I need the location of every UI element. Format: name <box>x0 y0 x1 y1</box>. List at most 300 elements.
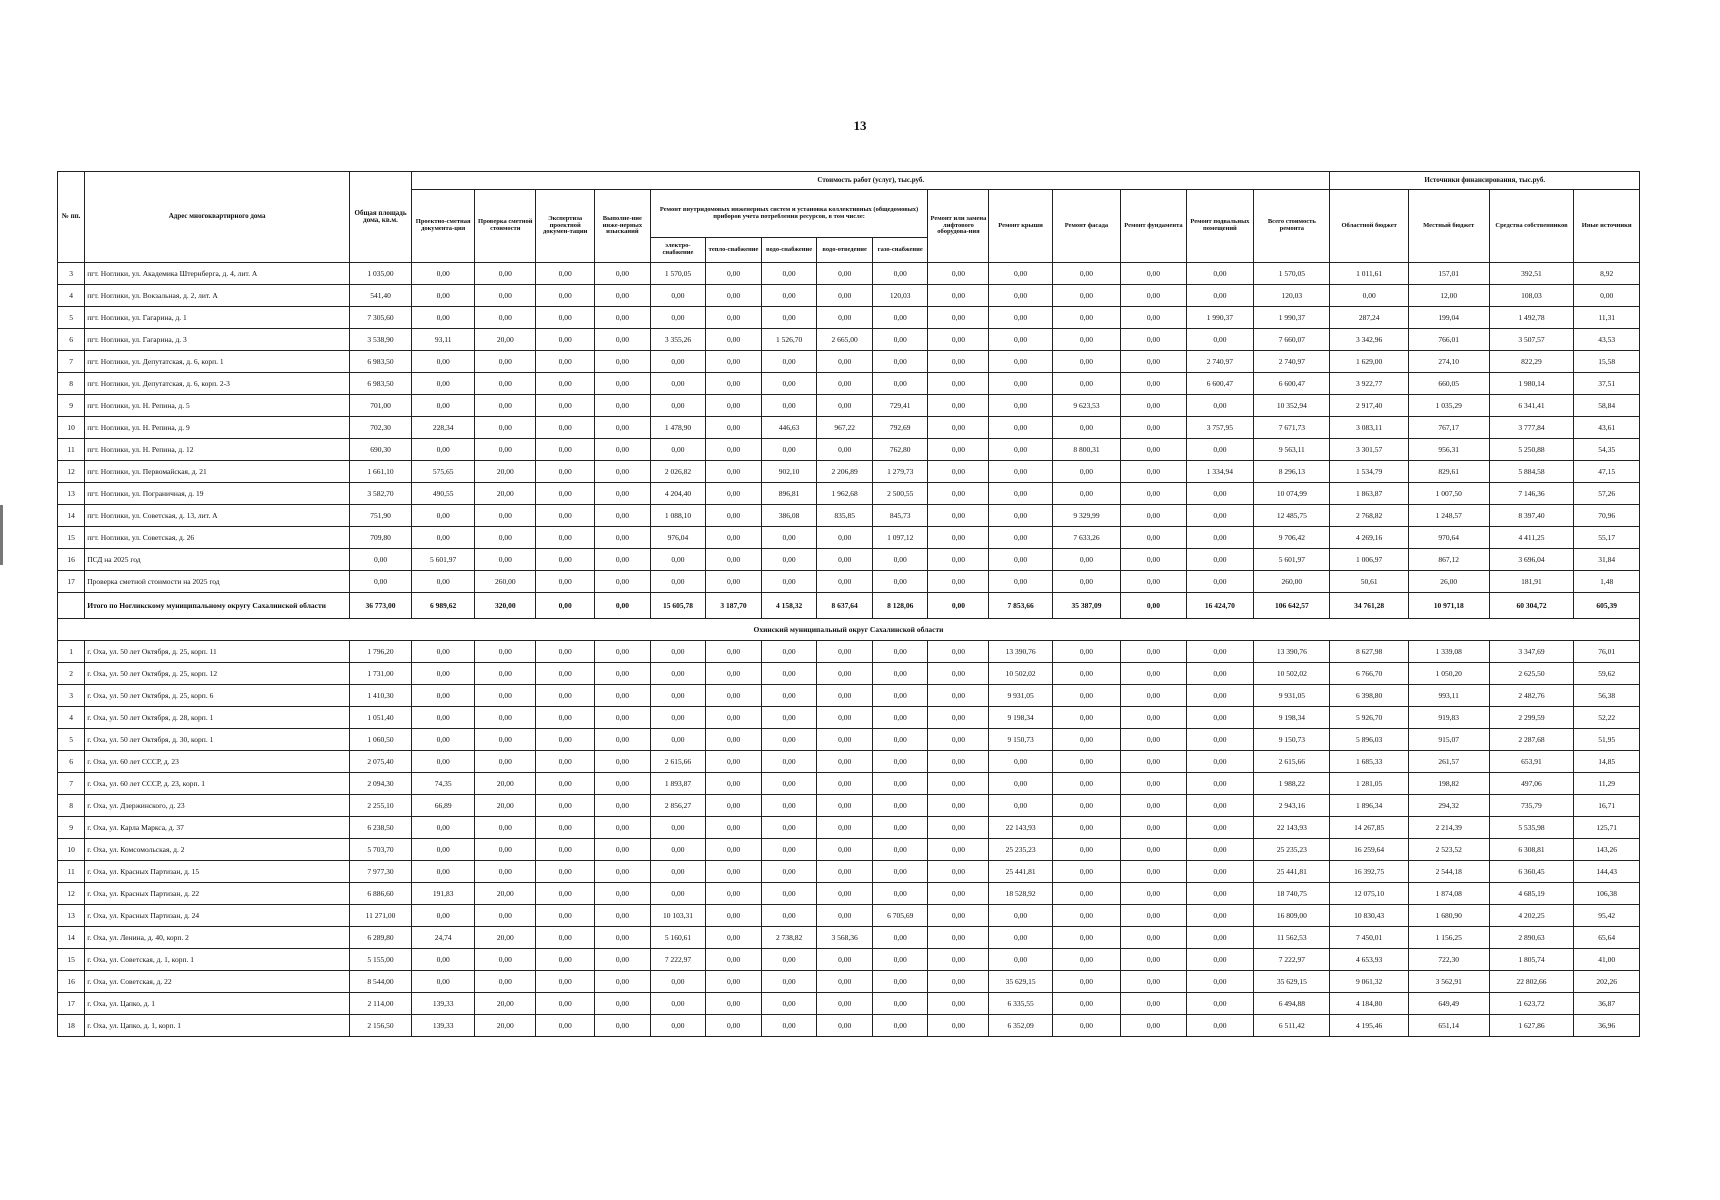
value-cell: 0,00 <box>650 971 706 993</box>
value-cell: 0,00 <box>928 795 989 817</box>
value-cell: 1 980,14 <box>1489 373 1574 395</box>
value-cell: 0,00 <box>928 773 989 795</box>
value-cell: 701,00 <box>349 395 411 417</box>
value-cell: 0,00 <box>928 593 989 619</box>
value-cell: 0,00 <box>1052 329 1121 351</box>
value-cell: 0,00 <box>536 971 595 993</box>
value-cell: 0,00 <box>761 685 817 707</box>
row-number-cell: 12 <box>58 883 85 905</box>
value-cell: 294,32 <box>1408 795 1489 817</box>
value-cell: 1 990,37 <box>1186 307 1254 329</box>
value-cell: 16,71 <box>1574 795 1640 817</box>
value-cell: 2 287,68 <box>1489 729 1574 751</box>
value-cell: 0,00 <box>650 549 706 571</box>
value-cell: 11 562,53 <box>1254 927 1330 949</box>
value-cell: 25 441,81 <box>1254 861 1330 883</box>
value-cell: 1 097,12 <box>872 527 928 549</box>
value-cell: 22 143,93 <box>1254 817 1330 839</box>
value-cell: 0,00 <box>475 549 536 571</box>
value-cell: 1 060,50 <box>349 729 411 751</box>
value-cell: 0,00 <box>412 641 475 663</box>
value-cell: 0,00 <box>475 285 536 307</box>
value-cell: 3 582,70 <box>349 483 411 505</box>
value-cell: 20,00 <box>475 1015 536 1037</box>
row-number-cell: 4 <box>58 707 85 729</box>
value-cell: 202,26 <box>1574 971 1640 993</box>
value-cell: 0,00 <box>928 927 989 949</box>
address-cell: г. Оха, ул. 50 лет Октября, д. 28, корп. 1 <box>85 707 350 729</box>
value-cell: 0,00 <box>595 351 651 373</box>
value-cell: 0,00 <box>595 751 651 773</box>
value-cell: 0,00 <box>536 905 595 927</box>
value-cell: 0,00 <box>349 571 411 593</box>
address-cell: г. Оха, ул. Красных Партизан, д. 24 <box>85 905 350 927</box>
value-cell: 0,00 <box>1186 263 1254 285</box>
value-cell: 0,00 <box>412 685 475 707</box>
value-cell: 0,00 <box>1186 817 1254 839</box>
value-cell: 0,00 <box>817 263 873 285</box>
value-cell: 0,00 <box>1186 483 1254 505</box>
value-cell: 0,00 <box>761 307 817 329</box>
address-cell: пгт. Ноглики, ул. Пограничная, д. 19 <box>85 483 350 505</box>
value-cell: 4 269,16 <box>1330 527 1408 549</box>
value-cell: 5 703,70 <box>349 839 411 861</box>
value-cell: 0,00 <box>817 527 873 549</box>
value-cell: 0,00 <box>989 263 1052 285</box>
row-number-cell: 7 <box>58 773 85 795</box>
value-cell: 36 773,00 <box>349 593 411 619</box>
okha-section-header <box>58 619 1640 641</box>
value-cell: 0,00 <box>475 505 536 527</box>
value-cell: 1 623,72 <box>1489 993 1574 1015</box>
value-cell: 0,00 <box>650 729 706 751</box>
value-cell: 0,00 <box>595 263 651 285</box>
value-cell: 0,00 <box>706 263 762 285</box>
value-cell: 0,00 <box>595 685 651 707</box>
value-cell: 0,00 <box>595 861 651 883</box>
value-cell: 0,00 <box>650 817 706 839</box>
value-cell: 976,04 <box>650 527 706 549</box>
value-cell: 0,00 <box>412 839 475 861</box>
value-cell: 0,00 <box>412 395 475 417</box>
value-cell: 55,17 <box>1574 527 1640 549</box>
value-cell: 0,00 <box>595 993 651 1015</box>
header-source-group: Источники финансирования, тыс.руб. <box>1330 172 1640 190</box>
value-cell: 0,00 <box>1052 839 1121 861</box>
value-cell: 260,00 <box>475 571 536 593</box>
value-cell: 0,00 <box>706 439 762 461</box>
value-cell: 0,00 <box>928 641 989 663</box>
table-row <box>58 307 1640 329</box>
value-cell: 541,40 <box>349 285 411 307</box>
value-cell: 0,00 <box>595 505 651 527</box>
row-number-cell <box>58 593 85 619</box>
value-cell: 0,00 <box>1186 971 1254 993</box>
value-cell: 0,00 <box>817 1015 873 1037</box>
value-cell: 0,00 <box>989 329 1052 351</box>
value-cell: 0,00 <box>650 1015 706 1037</box>
value-cell: 1 570,05 <box>650 263 706 285</box>
header-address: Адрес многоквартирного дома <box>85 172 350 263</box>
value-cell: 0,00 <box>650 883 706 905</box>
value-cell: 0,00 <box>761 439 817 461</box>
value-cell: 1 962,68 <box>817 483 873 505</box>
value-cell: 0,00 <box>989 373 1052 395</box>
table-row <box>58 263 1640 285</box>
value-cell: 7 146,36 <box>1489 483 1574 505</box>
value-cell: 20,00 <box>475 927 536 949</box>
value-cell: 0,00 <box>1121 417 1186 439</box>
value-cell: 0,00 <box>989 949 1052 971</box>
value-cell: 8 544,00 <box>349 971 411 993</box>
value-cell: 0,00 <box>817 751 873 773</box>
table-row <box>58 1015 1640 1037</box>
value-cell: 0,00 <box>595 663 651 685</box>
value-cell: 9 563,11 <box>1254 439 1330 461</box>
value-cell: 2 255,10 <box>349 795 411 817</box>
okha-rows <box>58 641 1640 1037</box>
value-cell: 7 977,30 <box>349 861 411 883</box>
value-cell: 0,00 <box>1121 927 1186 949</box>
value-cell: 0,00 <box>872 949 928 971</box>
value-cell: 0,00 <box>872 817 928 839</box>
value-cell: 0,00 <box>989 549 1052 571</box>
address-cell: г. Оха, ул. 60 лет СССР, д. 23 <box>85 751 350 773</box>
value-cell: 0,00 <box>1186 751 1254 773</box>
value-cell: 0,00 <box>536 263 595 285</box>
value-cell: 0,00 <box>595 773 651 795</box>
value-cell: 0,00 <box>536 927 595 949</box>
header-basement: Ремонт подвальных помещений <box>1186 190 1254 263</box>
value-cell: 1 893,87 <box>650 773 706 795</box>
row-number-cell: 1 <box>58 641 85 663</box>
value-cell: 274,10 <box>1408 351 1489 373</box>
table-row <box>58 883 1640 905</box>
value-cell: 7 853,66 <box>989 593 1052 619</box>
value-cell: 0,00 <box>536 571 595 593</box>
value-cell: 0,00 <box>1052 817 1121 839</box>
value-cell: 0,00 <box>989 439 1052 461</box>
address-cell: г. Оха, ул. Красных Партизан, д. 22 <box>85 883 350 905</box>
value-cell: 0,00 <box>1186 685 1254 707</box>
value-cell: 0,00 <box>475 751 536 773</box>
address-cell: пгт. Ноглики, ул. Н. Репина, д. 12 <box>85 439 350 461</box>
value-cell: 181,91 <box>1489 571 1574 593</box>
value-cell: 1 896,34 <box>1330 795 1408 817</box>
address-cell: пгт. Ноглики, ул. Депутатская, д. 6, корп. 1 <box>85 351 350 373</box>
value-cell: 0,00 <box>872 329 928 351</box>
value-cell: 8 397,40 <box>1489 505 1574 527</box>
row-number-cell: 3 <box>58 685 85 707</box>
value-cell: 0,00 <box>536 795 595 817</box>
value-cell: 56,38 <box>1574 685 1640 707</box>
value-cell: 20,00 <box>475 329 536 351</box>
value-cell: 0,00 <box>872 795 928 817</box>
address-cell: ПСД на 2025 год <box>85 549 350 571</box>
value-cell: 74,35 <box>412 773 475 795</box>
value-cell: 5 155,00 <box>349 949 411 971</box>
table-row <box>58 373 1640 395</box>
value-cell: 0,00 <box>349 549 411 571</box>
address-cell: пгт. Ноглики, ул. Гагарина, д. 3 <box>85 329 350 351</box>
value-cell: 0,00 <box>989 395 1052 417</box>
value-cell: 7 671,73 <box>1254 417 1330 439</box>
value-cell: 0,00 <box>536 773 595 795</box>
value-cell: 261,57 <box>1408 751 1489 773</box>
table-row <box>58 861 1640 883</box>
value-cell: 0,00 <box>928 549 989 571</box>
value-cell: 386,08 <box>761 505 817 527</box>
value-cell: 0,00 <box>1052 373 1121 395</box>
value-cell: 0,00 <box>1052 971 1121 993</box>
value-cell: 157,01 <box>1408 263 1489 285</box>
value-cell: 25 441,81 <box>989 861 1052 883</box>
value-cell: 139,33 <box>412 993 475 1015</box>
value-cell: 106,38 <box>1574 883 1640 905</box>
value-cell: 0,00 <box>1186 549 1254 571</box>
value-cell: 22 143,93 <box>989 817 1052 839</box>
value-cell: 0,00 <box>817 395 873 417</box>
value-cell: 0,00 <box>706 641 762 663</box>
value-cell: 0,00 <box>1186 571 1254 593</box>
value-cell: 3 083,11 <box>1330 417 1408 439</box>
value-cell: 0,00 <box>595 641 651 663</box>
value-cell: 490,55 <box>412 483 475 505</box>
value-cell: 0,00 <box>872 549 928 571</box>
value-cell: 5 884,58 <box>1489 461 1574 483</box>
value-cell: 0,00 <box>706 549 762 571</box>
value-cell: 12,00 <box>1408 285 1489 307</box>
value-cell: 1 629,00 <box>1330 351 1408 373</box>
row-number-cell: 5 <box>58 729 85 751</box>
value-cell: 1 570,05 <box>1254 263 1330 285</box>
value-cell: 0,00 <box>1052 707 1121 729</box>
value-cell: 0,00 <box>1186 927 1254 949</box>
value-cell: 867,12 <box>1408 549 1489 571</box>
value-cell: 0,00 <box>872 751 928 773</box>
value-cell: 0,00 <box>595 307 651 329</box>
value-cell: 0,00 <box>817 571 873 593</box>
value-cell: 18 528,92 <box>989 883 1052 905</box>
value-cell: 0,00 <box>536 505 595 527</box>
value-cell: 25 235,23 <box>1254 839 1330 861</box>
value-cell: 0,00 <box>706 1015 762 1037</box>
value-cell: 8 296,13 <box>1254 461 1330 483</box>
value-cell: 0,00 <box>761 1015 817 1037</box>
header-water-supply: водо-снабжение <box>761 238 817 263</box>
value-cell: 1 796,20 <box>349 641 411 663</box>
value-cell: 0,00 <box>928 395 989 417</box>
value-cell: 0,00 <box>989 417 1052 439</box>
value-cell: 0,00 <box>1121 571 1186 593</box>
row-number-cell: 13 <box>58 905 85 927</box>
value-cell: 0,00 <box>928 439 989 461</box>
value-cell: 0,00 <box>1121 395 1186 417</box>
value-cell: 0,00 <box>475 373 536 395</box>
table-row <box>58 751 1640 773</box>
value-cell: 575,65 <box>412 461 475 483</box>
value-cell: 1 035,00 <box>349 263 411 285</box>
value-cell: 20,00 <box>475 883 536 905</box>
value-cell: 9 198,34 <box>1254 707 1330 729</box>
value-cell: 0,00 <box>475 817 536 839</box>
value-cell: 10 830,43 <box>1330 905 1408 927</box>
value-cell: 0,00 <box>928 461 989 483</box>
value-cell: 0,00 <box>928 417 989 439</box>
row-number-cell: 6 <box>58 751 85 773</box>
value-cell: 0,00 <box>1121 439 1186 461</box>
value-cell: 0,00 <box>475 417 536 439</box>
value-cell: 0,00 <box>1121 795 1186 817</box>
value-cell: 0,00 <box>1186 505 1254 527</box>
value-cell: 7 222,97 <box>1254 949 1330 971</box>
value-cell: 0,00 <box>412 351 475 373</box>
value-cell: 7 633,26 <box>1052 527 1121 549</box>
value-cell: 8 128,06 <box>872 593 928 619</box>
value-cell: 0,00 <box>595 527 651 549</box>
header-heat: тепло-снабжение <box>706 238 762 263</box>
value-cell: 3 187,70 <box>706 593 762 619</box>
value-cell: 0,00 <box>706 883 762 905</box>
value-cell: 0,00 <box>1121 641 1186 663</box>
value-cell: 0,00 <box>1186 795 1254 817</box>
value-cell: 0,00 <box>1052 307 1121 329</box>
value-cell: 125,71 <box>1574 817 1640 839</box>
value-cell: 0,00 <box>595 549 651 571</box>
value-cell: 0,00 <box>1052 549 1121 571</box>
value-cell: 57,26 <box>1574 483 1640 505</box>
value-cell: 0,00 <box>475 905 536 927</box>
value-cell: 956,31 <box>1408 439 1489 461</box>
value-cell: 0,00 <box>1052 751 1121 773</box>
value-cell: 0,00 <box>650 439 706 461</box>
header-foundation: Ремонт фундамента <box>1121 190 1186 263</box>
table-row <box>58 527 1640 549</box>
value-cell: 0,00 <box>595 329 651 351</box>
value-cell: 0,00 <box>650 307 706 329</box>
value-cell: 0,00 <box>650 641 706 663</box>
value-cell: 649,49 <box>1408 993 1489 1015</box>
value-cell: 106 642,57 <box>1254 593 1330 619</box>
value-cell: 8 637,64 <box>817 593 873 619</box>
value-cell: 0,00 <box>761 527 817 549</box>
value-cell: 0,00 <box>1121 351 1186 373</box>
row-number-cell: 11 <box>58 861 85 883</box>
value-cell: 139,33 <box>412 1015 475 1037</box>
value-cell: 10 074,99 <box>1254 483 1330 505</box>
value-cell: 1 007,50 <box>1408 483 1489 505</box>
value-cell: 0,00 <box>1121 751 1186 773</box>
table-row <box>58 641 1640 663</box>
value-cell: 0,00 <box>872 685 928 707</box>
value-cell: 497,06 <box>1489 773 1574 795</box>
value-cell: 1 410,30 <box>349 685 411 707</box>
value-cell: 76,01 <box>1574 641 1640 663</box>
value-cell: 0,00 <box>706 905 762 927</box>
row-number-cell: 2 <box>58 663 85 685</box>
value-cell: 0,00 <box>928 949 989 971</box>
value-cell: 0,00 <box>536 817 595 839</box>
value-cell: 0,00 <box>412 505 475 527</box>
value-cell: 993,11 <box>1408 685 1489 707</box>
value-cell: 0,00 <box>1121 861 1186 883</box>
value-cell: 0,00 <box>536 751 595 773</box>
value-cell: 0,00 <box>989 571 1052 593</box>
value-cell: 0,00 <box>1186 883 1254 905</box>
value-cell: 9 623,53 <box>1052 395 1121 417</box>
table-row <box>58 461 1640 483</box>
value-cell: 0,00 <box>1121 461 1186 483</box>
value-cell: 2 214,39 <box>1408 817 1489 839</box>
value-cell: 1 334,94 <box>1186 461 1254 483</box>
value-cell: 0,00 <box>817 773 873 795</box>
value-cell: 3 301,57 <box>1330 439 1408 461</box>
value-cell: 54,35 <box>1574 439 1640 461</box>
address-cell: г. Оха, ул. Цапко, д. 1, корп. 1 <box>85 1015 350 1037</box>
value-cell: 7 660,07 <box>1254 329 1330 351</box>
row-number-cell: 15 <box>58 527 85 549</box>
value-cell: 0,00 <box>1121 549 1186 571</box>
value-cell: 0,00 <box>412 971 475 993</box>
value-cell: 0,00 <box>872 927 928 949</box>
value-cell: 0,00 <box>1121 773 1186 795</box>
value-cell: 2 482,76 <box>1489 685 1574 707</box>
value-cell: 766,01 <box>1408 329 1489 351</box>
value-cell: 0,00 <box>1186 729 1254 751</box>
value-cell: 0,00 <box>536 685 595 707</box>
value-cell: 2 615,66 <box>1254 751 1330 773</box>
value-cell: 3 922,77 <box>1330 373 1408 395</box>
value-cell: 0,00 <box>475 685 536 707</box>
value-cell: 0,00 <box>536 1015 595 1037</box>
header-cost-group: Стоимость работ (услуг), тыс.руб. <box>412 172 1330 190</box>
value-cell: 0,00 <box>989 307 1052 329</box>
value-cell: 0,00 <box>872 883 928 905</box>
value-cell: 0,00 <box>650 373 706 395</box>
row-number-cell: 11 <box>58 439 85 461</box>
header-total-cost: Всего стоимость ремонта <box>1254 190 1330 263</box>
value-cell: 0,00 <box>536 395 595 417</box>
value-cell: 0,00 <box>595 927 651 949</box>
row-number-cell: 4 <box>58 285 85 307</box>
value-cell: 6 983,50 <box>349 351 411 373</box>
value-cell: 5 896,03 <box>1330 729 1408 751</box>
value-cell: 8 627,98 <box>1330 641 1408 663</box>
value-cell: 0,00 <box>761 395 817 417</box>
value-cell: 6 705,69 <box>872 905 928 927</box>
value-cell: 2 500,55 <box>872 483 928 505</box>
value-cell: 0,00 <box>595 373 651 395</box>
value-cell: 0,00 <box>706 993 762 1015</box>
value-cell: 0,00 <box>536 483 595 505</box>
value-cell: 2 206,89 <box>817 461 873 483</box>
value-cell: 735,79 <box>1489 795 1574 817</box>
value-cell: 0,00 <box>536 593 595 619</box>
row-number-cell: 17 <box>58 993 85 1015</box>
value-cell: 0,00 <box>989 927 1052 949</box>
value-cell: 902,10 <box>761 461 817 483</box>
value-cell: 1 731,00 <box>349 663 411 685</box>
value-cell: 14,85 <box>1574 751 1640 773</box>
value-cell: 2 856,27 <box>650 795 706 817</box>
value-cell: 16 392,75 <box>1330 861 1408 883</box>
value-cell: 16 259,64 <box>1330 839 1408 861</box>
value-cell: 0,00 <box>817 439 873 461</box>
value-cell: 0,00 <box>761 663 817 685</box>
address-cell: г. Оха, ул. Комсомольская, д. 2 <box>85 839 350 861</box>
value-cell: 10 971,18 <box>1408 593 1489 619</box>
value-cell: 6 238,50 <box>349 817 411 839</box>
